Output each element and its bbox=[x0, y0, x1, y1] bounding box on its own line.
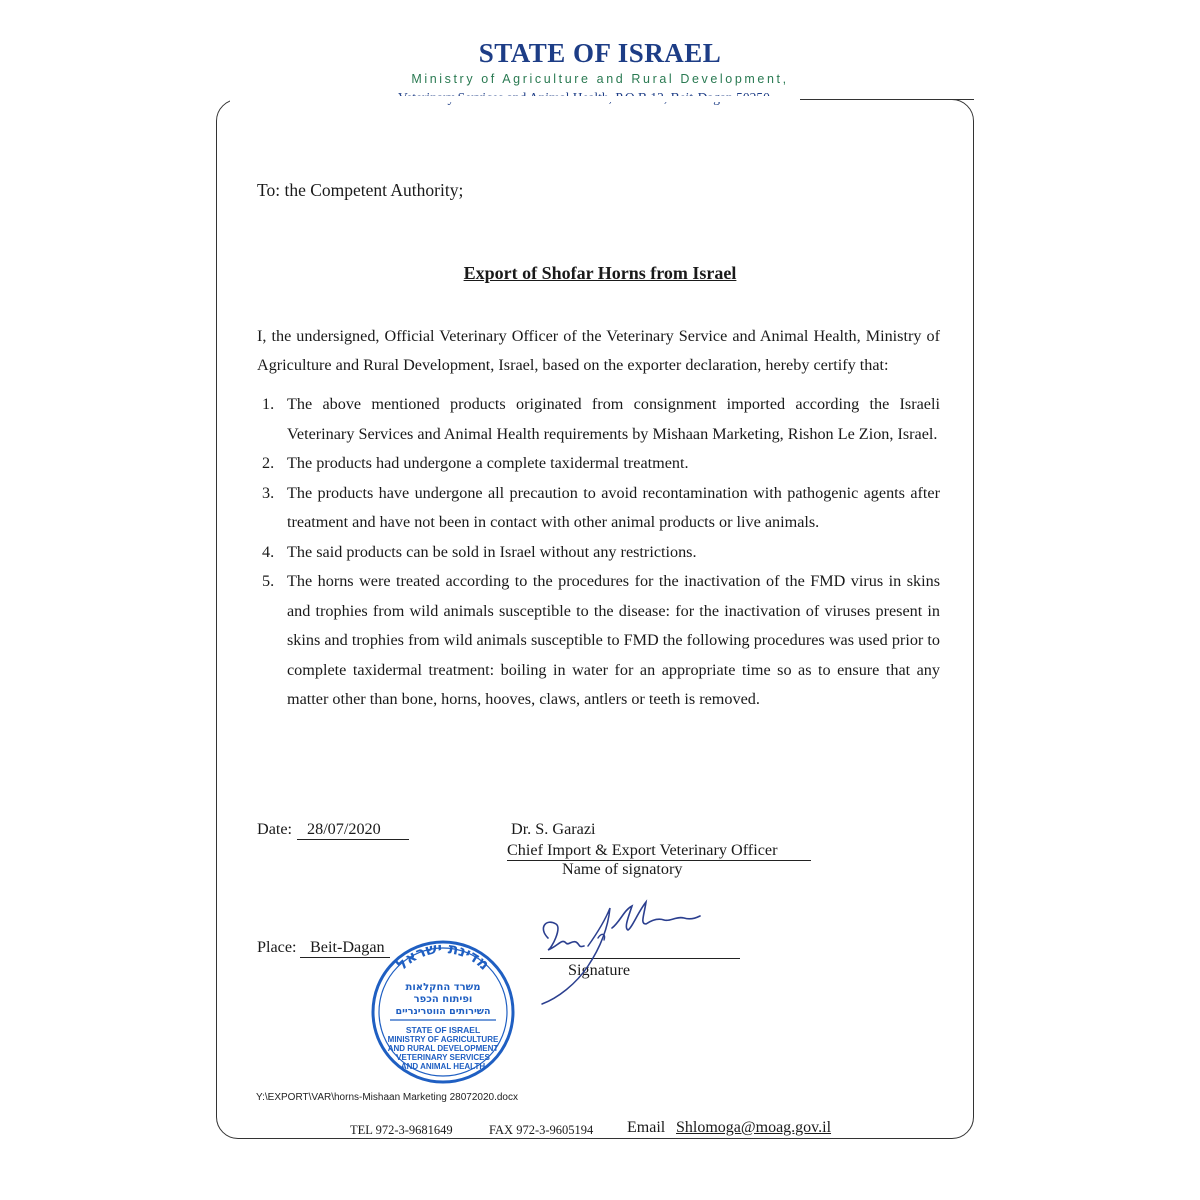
file-path: Y:\EXPORT\VAR\horns-Mishaan Marketing 28072020.docx bbox=[256, 1092, 518, 1103]
footer-fax: FAX 972-3-9605194 bbox=[489, 1123, 594, 1137]
letterhead-title: STATE OF ISRAEL bbox=[478, 38, 722, 68]
list-item-number: 4. bbox=[262, 542, 275, 561]
list-item-text: The said products can be sold in Israel without any restrictions. bbox=[287, 542, 697, 561]
list-item-number: 5. bbox=[262, 572, 275, 590]
place-value: Beit-Dagan bbox=[300, 938, 390, 958]
list-item bbox=[257, 390, 940, 449]
list-item bbox=[257, 449, 940, 479]
list-item-text: The products had undergone a complete taxidermal treatment. bbox=[287, 454, 689, 472]
letterhead-ministry: Ministry of Agriculture and Rural Development, bbox=[411, 72, 789, 86]
date-value: 28/07/2020 bbox=[297, 820, 409, 840]
list-item-number: 1. bbox=[262, 395, 275, 413]
stamp-hebrew-line2: ופיתוח הכפר bbox=[413, 994, 473, 1005]
list-item-number: 2. bbox=[262, 454, 275, 472]
frame-gap bbox=[230, 96, 800, 102]
stamp-english-line: MINISTRY OF AGRICULTURE bbox=[387, 1035, 499, 1044]
salutation: To: the Competent Authority; bbox=[257, 180, 464, 200]
stamp-english-line: STATE OF ISRAEL bbox=[405, 1025, 481, 1035]
stamp-english-line: AND RURAL DEVELOPMENT bbox=[387, 1044, 499, 1053]
stamp-hebrew-line1: משרד החקלאות bbox=[405, 982, 481, 993]
signer-title: Chief Import & Export Veterinary Officer bbox=[507, 841, 811, 861]
place-label: Place: bbox=[257, 938, 297, 956]
signer-caption: Name of signatory bbox=[562, 860, 683, 878]
list-item bbox=[257, 479, 940, 538]
footer-email-link[interactable]: Shlomoga@moag.gov.il bbox=[676, 1119, 832, 1136]
signature-caption: Signature bbox=[568, 961, 631, 979]
list-item bbox=[257, 538, 940, 568]
date-label: Date: bbox=[257, 820, 293, 838]
subject-heading: Export of Shofar Horns from Israel bbox=[463, 263, 737, 283]
stamp-hebrew-top: מדינת ישראל bbox=[392, 938, 494, 974]
handwritten-signature bbox=[528, 888, 713, 1008]
certification-list bbox=[257, 390, 940, 715]
stamp-hebrew-line3: השירותים הווטרינריים bbox=[395, 1006, 491, 1017]
list-item-text: The products have undergone all precaution to avoid recontamination with pathogenic agents after treatment and have not been in contact with other animal products or live animals. bbox=[287, 483, 940, 531]
list-item-number: 3. bbox=[262, 483, 275, 502]
signer-name: Dr. S. Garazi bbox=[511, 820, 596, 838]
intro-paragraph: I, the undersigned, Official Veterinary Officer of the Veterinary Service and Animal Health, Ministry of Agriculture and Rural Development, Israel, based on the exporter declaration, hereby certify that: bbox=[257, 327, 940, 374]
official-stamp bbox=[368, 938, 518, 1086]
stamp-english-line: AND ANIMAL HEALTH bbox=[400, 1062, 486, 1071]
footer-email-label: Email bbox=[627, 1119, 666, 1136]
list-item bbox=[257, 567, 940, 715]
footer-tel: TEL 972-3-9681649 bbox=[350, 1123, 453, 1137]
stamp-english-line: VETERINARY SERVICES bbox=[396, 1053, 490, 1062]
list-item-text: The horns were treated according to the procedures for the inactivation of the FMD virus in skins and trophies from wild animals susceptible to the disease: for the inactivation of viruses present in skins and trophies from wild animals susceptible to FMD the following procedures was used prior to complete taxidermal treatment: boiling in water for an appropriate time so as to ensure that any matter other than bone, horns, hooves, claws, antlers or teeth is removed. bbox=[287, 572, 940, 708]
list-item-text: The above mentioned products originated from consignment imported according the Israeli Veterinary Services and Animal Health requirements by Mishaan Marketing, Rishon Le Zion, Israel. bbox=[287, 395, 940, 443]
svg-text:מדינת ישראל bbox=[393, 939, 493, 974]
